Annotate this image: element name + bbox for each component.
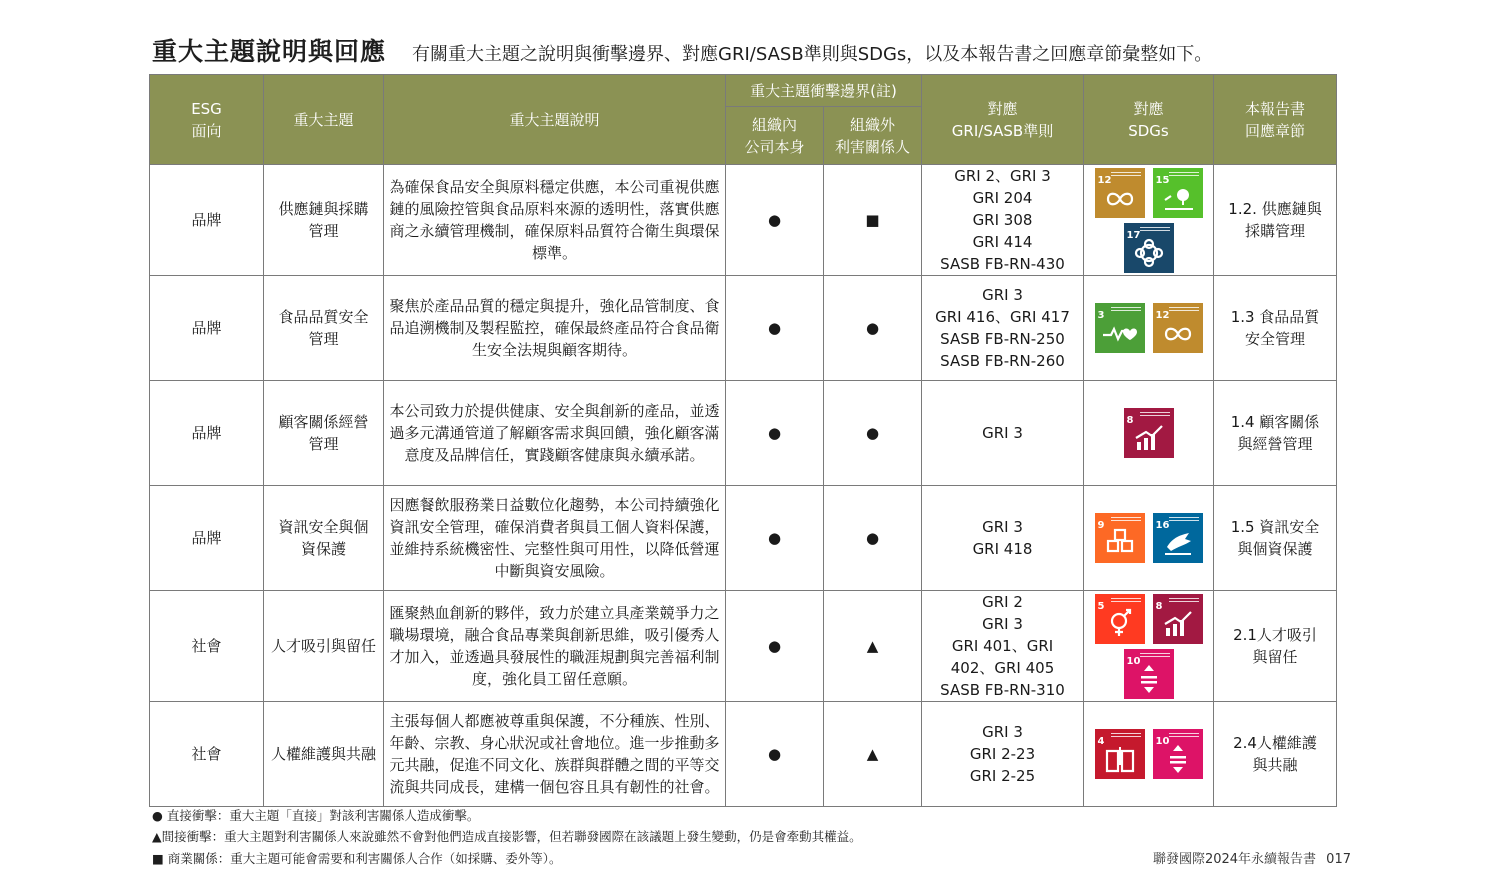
cell-sdgs xyxy=(1084,486,1214,591)
cell-topic: 資訊安全與個 資保護 xyxy=(264,486,384,591)
cell-chapter: 1.2. 供應鏈與 採購管理 xyxy=(1214,165,1337,276)
gri-item: SASB FB-RN-430 xyxy=(940,255,1065,273)
sdg-3-icon xyxy=(1095,303,1145,353)
cell-sdgs xyxy=(1084,276,1214,381)
header-external: 組織外 利害關係人 xyxy=(824,107,922,165)
gri-item: GRI 3 xyxy=(982,424,1023,442)
cell-gri xyxy=(922,702,1084,807)
gri-item: GRI 2-25 xyxy=(969,767,1036,785)
cell-topic: 人權維護與共融 xyxy=(264,702,384,807)
sdg-12-icon xyxy=(1095,168,1145,218)
cell-esg: 社會 xyxy=(150,702,264,807)
table-body xyxy=(150,165,1337,807)
sdg-number: 9 xyxy=(1097,520,1105,531)
cell-gri xyxy=(922,276,1084,381)
cell-desc: 因應餐飲服務業日益數位化趨勢，本公司持續強化資訊安全管理，確保消費者與員工個人資料保護，並維持系統機密性、完整性與可用性，以降低營運中斷與資安風險。 xyxy=(384,486,726,591)
gri-item: GRI 204 xyxy=(972,189,1033,207)
header-topic: 重大主題 xyxy=(264,75,384,165)
header-internal: 組織內 公司本身 xyxy=(726,107,824,165)
gri-item: GRI 2 xyxy=(982,593,1023,611)
sdg-number: 16 xyxy=(1155,520,1170,531)
cell-esg: 品牌 xyxy=(150,486,264,591)
table-row xyxy=(150,591,1337,702)
page-intro: 有關重大主題之說明與衝擊邊界、對應GRI/SASB準則與SDGs，以及本報告書之回應章節彙整如下。 xyxy=(412,44,1213,65)
cell-internal-mark: ● xyxy=(726,591,824,702)
sdg-icons xyxy=(1084,727,1213,781)
sdg-8-icon xyxy=(1153,594,1203,644)
footer-page-number: 017 xyxy=(1326,852,1351,867)
sdg-icons xyxy=(1084,301,1213,355)
gri-item: GRI 3 xyxy=(982,723,1023,741)
gri-item: GRI 2-23 xyxy=(969,745,1036,763)
sdg-16-icon xyxy=(1153,513,1203,563)
sdg-number: 12 xyxy=(1155,310,1170,321)
sdg-9-icon xyxy=(1095,513,1145,563)
sdg-number: 12 xyxy=(1097,174,1112,186)
legend-business: ■ 商業關係：重大主題可能會需要和利害關係人合作（如採購、委外等）。 xyxy=(152,851,562,866)
cell-external-mark: ● xyxy=(824,276,922,381)
gri-item: GRI 3 xyxy=(982,518,1023,536)
sdg-number: 4 xyxy=(1097,736,1105,747)
cell-sdgs xyxy=(1084,702,1214,807)
cell-desc: 匯聚熱血創新的夥伴，致力於建立具產業競爭力之職場環境，融合食品專業與創新思維，吸引優秀人才加入，並透過具發展性的職涯規劃與完善福利制度，強化員工留任意願。 xyxy=(384,591,726,702)
cell-topic: 顧客關係經營 管理 xyxy=(264,381,384,486)
sdg-number: 3 xyxy=(1097,310,1105,321)
cell-chapter: 2.1人才吸引 與留任 xyxy=(1214,591,1337,702)
table-row xyxy=(150,486,1337,591)
sdg-10-icon xyxy=(1124,649,1174,699)
table-row xyxy=(150,702,1337,807)
cell-sdgs xyxy=(1084,381,1214,486)
table-row xyxy=(150,165,1337,276)
cell-gri xyxy=(922,486,1084,591)
table-row xyxy=(150,381,1337,486)
header-sdgs: 對應 SDGs xyxy=(1084,75,1214,165)
cell-topic: 食品品質安全 管理 xyxy=(264,276,384,381)
sdg-number: 15 xyxy=(1155,174,1170,186)
gri-item: GRI 308 xyxy=(972,211,1033,229)
header xyxy=(152,32,1212,68)
cell-internal-mark: ● xyxy=(726,165,824,276)
material-topics-table xyxy=(149,74,1337,807)
cell-desc: 本公司致力於提供健康、安全與創新的產品，並透過多元溝通管道了解顧客需求與回饋，強化顧客滿意度及品牌信任，實踐顧客健康與永續承諾。 xyxy=(384,381,726,486)
gri-item: GRI 416、GRI 417 xyxy=(935,308,1070,326)
gri-item: 402、GRI 405 xyxy=(950,659,1055,677)
header-gri: 對應 GRI/SASB準則 xyxy=(922,75,1084,165)
header-boundary: 重大主題衝擊邊界(註) xyxy=(726,75,922,107)
footer-report-name: 聯發國際2024年永續報告書 xyxy=(1152,852,1317,867)
cell-chapter: 1.5 資訊安全 與個資保護 xyxy=(1214,486,1337,591)
cell-esg: 品牌 xyxy=(150,165,264,276)
legend-indirect: ▲間接衝擊：重大主題對利害關係人來說雖然不會對他們造成直接影響，但若聯發國際在該議題上發生變動，仍是會牽動其權益。 xyxy=(152,829,862,844)
cell-external-mark: ▲ xyxy=(824,591,922,702)
cell-topic: 人才吸引與留任 xyxy=(264,591,384,702)
cell-chapter: 1.3 食品品質 安全管理 xyxy=(1214,276,1337,381)
cell-gri xyxy=(922,381,1084,486)
sdg-icons xyxy=(1084,592,1213,701)
sdg-17-icon xyxy=(1124,223,1174,273)
gri-item: GRI 418 xyxy=(972,540,1033,558)
header-desc: 重大主題說明 xyxy=(384,75,726,165)
sdg-15-icon xyxy=(1153,168,1203,218)
gri-item: SASB FB-RN-250 xyxy=(940,330,1065,348)
cell-external-mark: ■ xyxy=(824,165,922,276)
footer xyxy=(1153,848,1351,867)
sdg-number: 5 xyxy=(1097,600,1105,612)
cell-esg: 社會 xyxy=(150,591,264,702)
sdg-5-icon xyxy=(1095,594,1145,644)
cell-external-mark: ▲ xyxy=(824,702,922,807)
sdg-number: 17 xyxy=(1126,229,1141,241)
cell-esg: 品牌 xyxy=(150,276,264,381)
sdg-number: 10 xyxy=(1155,736,1170,747)
cell-internal-mark: ● xyxy=(726,381,824,486)
header-chapter: 本報告書 回應章節 xyxy=(1214,75,1337,165)
cell-external-mark: ● xyxy=(824,486,922,591)
sdg-icons xyxy=(1084,511,1213,565)
gri-item: GRI 414 xyxy=(972,233,1033,251)
sdg-icons xyxy=(1084,166,1213,275)
sdg-4-icon xyxy=(1095,729,1145,779)
sdg-number: 8 xyxy=(1126,415,1134,426)
cell-chapter: 2.4人權維護 與共融 xyxy=(1214,702,1337,807)
cell-chapter: 1.4 顧客關係 與經營管理 xyxy=(1214,381,1337,486)
cell-topic: 供應鏈與採購 管理 xyxy=(264,165,384,276)
page-title: 重大主題說明與回應 xyxy=(152,37,387,66)
gri-item: GRI 401、GRI xyxy=(951,637,1054,655)
sdg-icons xyxy=(1084,406,1213,460)
cell-desc: 聚焦於產品品質的穩定與提升，強化品管制度、食品追溯機制及製程監控，確保最終產品符合食品衛生安全法規與顧客期待。 xyxy=(384,276,726,381)
cell-desc: 主張每個人都應被尊重與保護，不分種族、性別、年齡、宗教、身心狀況或社會地位。進一步推動多元共融，促進不同文化、族群與群體之間的平等交流與共同成長，建構一個包容且具有韌性的社會。 xyxy=(384,702,726,807)
legend-direct: ● 直接衝擊：重大主題「直接」對該利害關係人造成衝擊。 xyxy=(152,808,480,823)
table-row xyxy=(150,276,1337,381)
cell-sdgs xyxy=(1084,591,1214,702)
cell-gri xyxy=(922,591,1084,702)
gri-item: SASB FB-RN-310 xyxy=(940,681,1065,699)
cell-internal-mark: ● xyxy=(726,486,824,591)
gri-item: GRI 3 xyxy=(982,615,1023,633)
cell-sdgs xyxy=(1084,165,1214,276)
cell-internal-mark: ● xyxy=(726,702,824,807)
cell-external-mark: ● xyxy=(824,381,922,486)
cell-desc: 為確保食品安全與原料穩定供應，本公司重視供應鏈的風險控管與食品原料來源的透明性，落實供應商之永續管理機制，確保原料品質符合衛生與環保標準。 xyxy=(384,165,726,276)
gri-item: GRI 3 xyxy=(982,286,1023,304)
gri-item: GRI 2、GRI 3 xyxy=(954,167,1051,185)
header-esg: ESG 面向 xyxy=(150,75,264,165)
sdg-number: 10 xyxy=(1126,655,1141,667)
cell-gri xyxy=(922,165,1084,276)
cell-internal-mark: ● xyxy=(726,276,824,381)
sdg-8-icon xyxy=(1124,408,1174,458)
sdg-12-icon xyxy=(1153,303,1203,353)
cell-esg: 品牌 xyxy=(150,381,264,486)
sdg-10-icon xyxy=(1153,729,1203,779)
sdg-number: 8 xyxy=(1155,600,1163,612)
gri-item: SASB FB-RN-260 xyxy=(940,352,1065,370)
